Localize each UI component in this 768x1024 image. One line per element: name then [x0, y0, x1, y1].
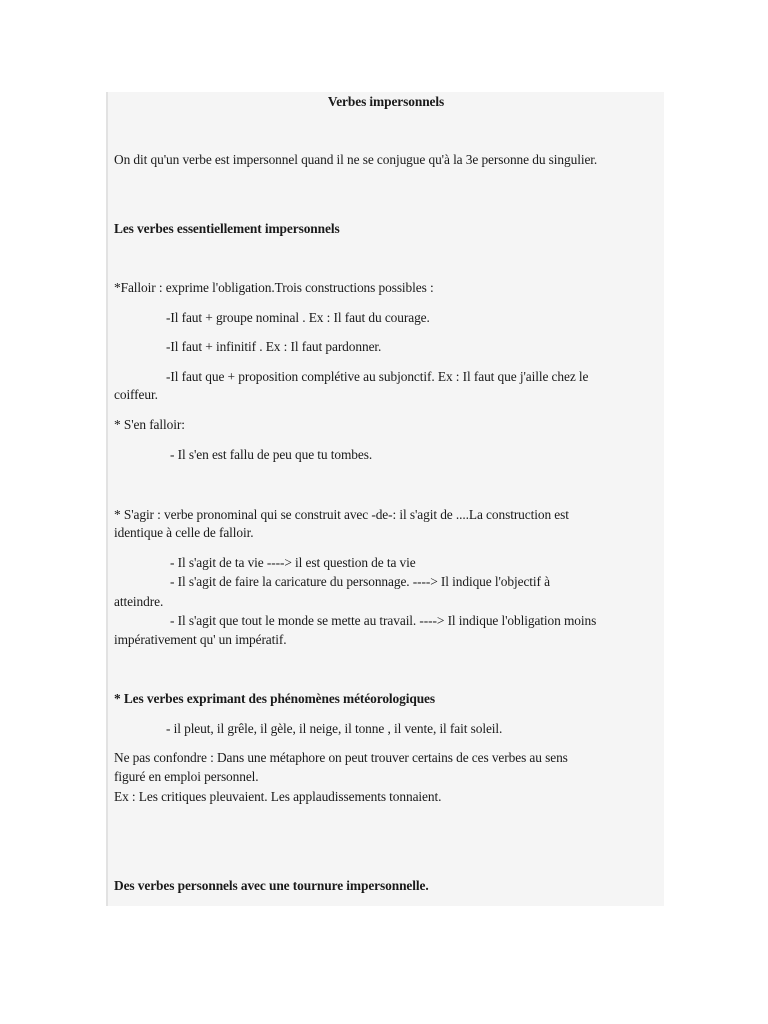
falloir-item-3-cont: coiffeur. — [114, 387, 158, 402]
section-heading-personal-verbs: Des verbes personnels avec une tournure impersonnelle. — [114, 878, 429, 893]
falloir-heading: *Falloir : exprime l'obligation.Trois constructions possibles : — [114, 280, 434, 295]
sagir-item-2: - Il s'agit de faire la caricature du personnage. ----> Il indique l'objectif à — [170, 574, 550, 589]
sagir-heading-cont: identique à celle de falloir. — [114, 525, 254, 540]
meteo-heading: * Les verbes exprimant des phénomènes météorologiques — [114, 691, 436, 706]
senfalloir-heading: * S'en falloir: — [114, 417, 185, 432]
sagir-heading: * S'agir : verbe pronominal qui se construit avec -de-: il s'agit de ....La construction est — [114, 507, 569, 522]
sagir-item-3: - Il s'agit que tout le monde se mette au travail. ----> Il indique l'obligation moins — [170, 613, 597, 628]
senfalloir-item-1: - Il s'en est fallu de peu que tu tombes. — [170, 447, 373, 462]
document-title: Verbes impersonnels — [327, 94, 445, 109]
falloir-item-1: -Il faut + groupe nominal . Ex : Il faut du courage. — [166, 310, 430, 325]
intro-paragraph: On dit qu'un verbe est impersonnel quand il ne se conjugue qu'à la 3e personne du singulier. — [114, 152, 598, 167]
meteo-note-cont: figuré en emploi personnel. — [114, 769, 259, 784]
sagir-item-1: - Il s'agit de ta vie ----> il est question de ta vie — [170, 555, 416, 570]
falloir-item-2: -Il faut + infinitif . Ex : Il faut pardonner. — [166, 339, 382, 354]
meteo-example: Ex : Les critiques pleuvaient. Les applaudissements tonnaient. — [114, 789, 442, 804]
section-heading-essentially-impersonal: Les verbes essentiellement impersonnels — [114, 221, 340, 236]
sagir-item-2-cont: atteindre. — [114, 594, 164, 609]
meteo-list: - il pleut, il grêle, il gèle, il neige, il tonne , il vente, il fait soleil. — [166, 721, 503, 736]
meteo-note: Ne pas confondre : Dans une métaphore on peut trouver certains de ces verbes au sens — [114, 750, 568, 765]
document-page — [106, 92, 664, 906]
sagir-item-3-cont: impérativement qu' un impératif. — [114, 632, 287, 647]
falloir-item-3: -Il faut que + proposition complétive au subjonctif. Ex : Il faut que j'aille chez le — [166, 369, 589, 384]
